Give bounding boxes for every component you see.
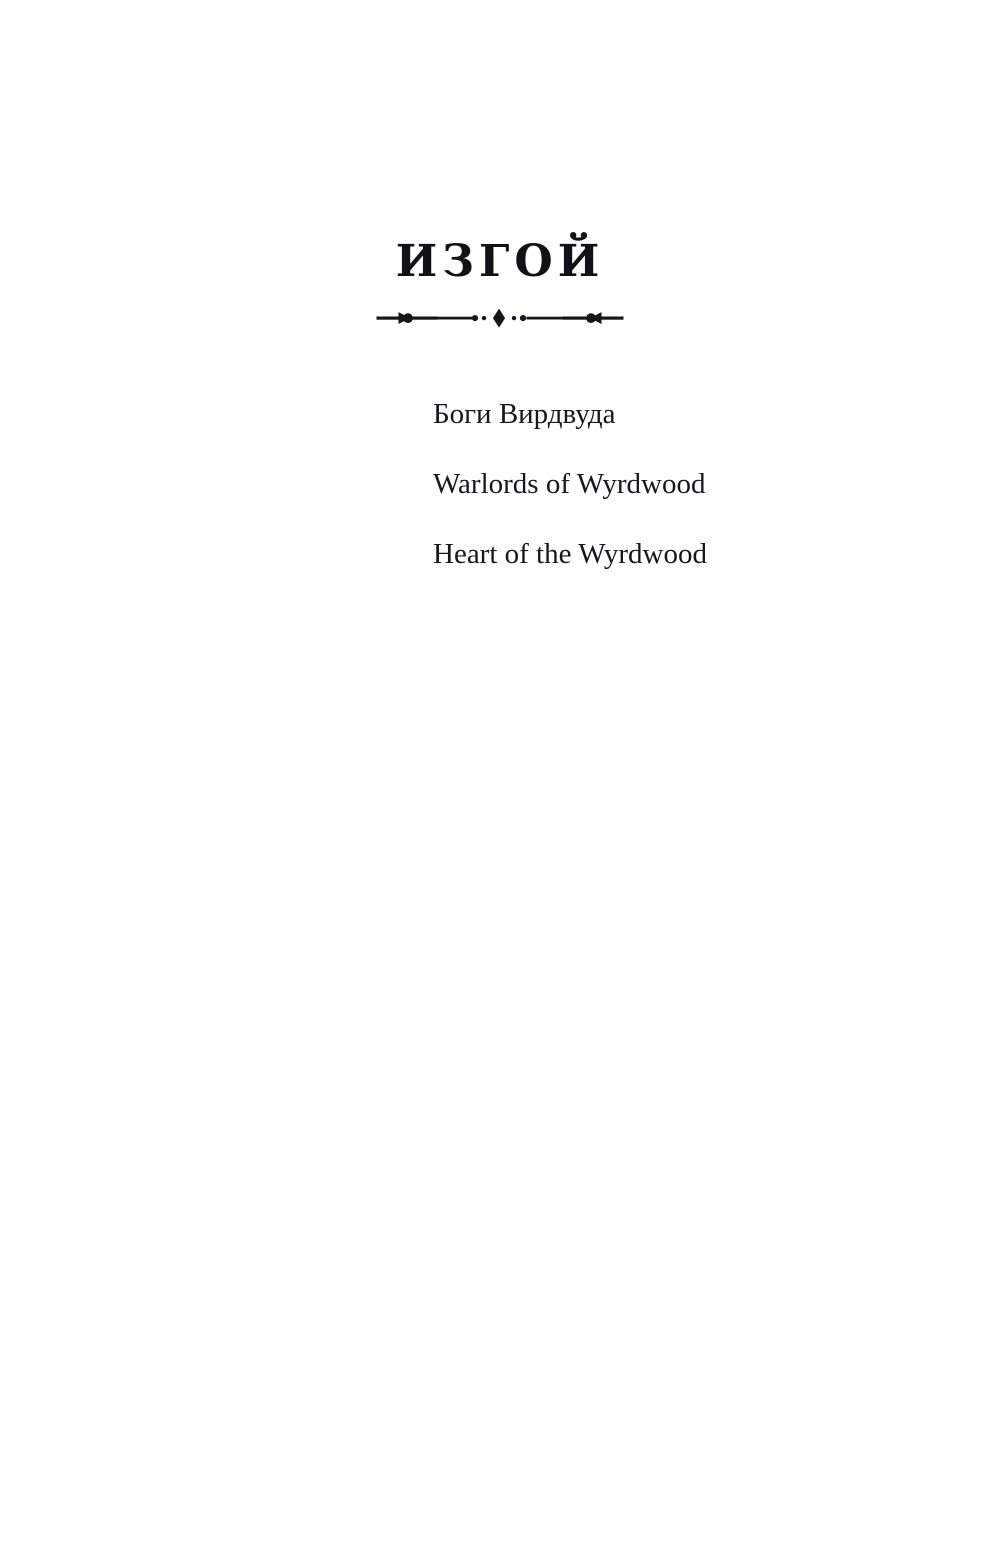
list-item: Warlords of Wyrdwood	[433, 468, 706, 501]
list-item: Боги Вирдвуда	[433, 398, 616, 430]
list-item: Heart of the Wyrdwood	[433, 538, 707, 571]
page-title: ИЗГОЙ	[395, 236, 605, 287]
series-list	[433, 396, 953, 573]
ornament-divider	[0, 305, 1000, 331]
diamond-rule-ornament-icon	[375, 305, 625, 331]
